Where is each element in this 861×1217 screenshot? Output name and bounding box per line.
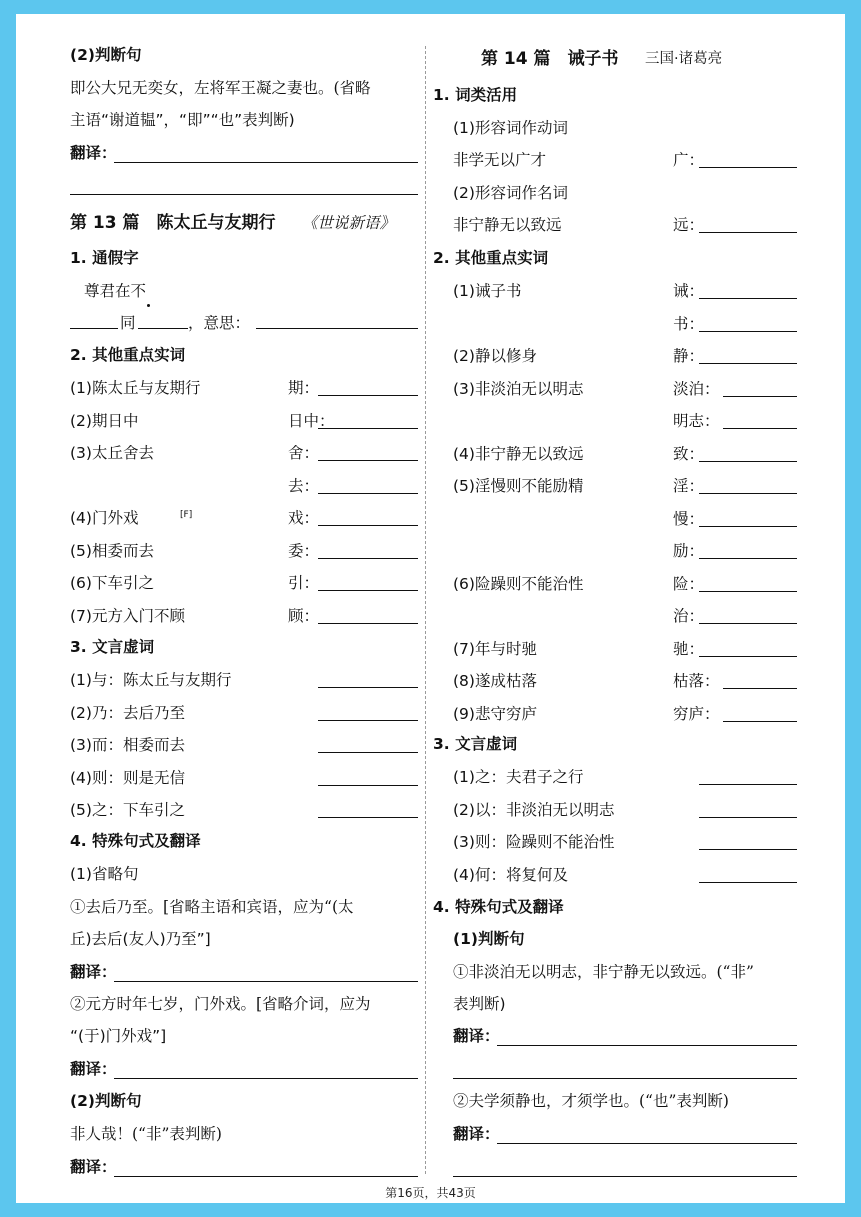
xuci-row (70, 730, 418, 760)
shici-word: 戏： (288, 509, 320, 527)
article-source: 《世说新语》 (302, 214, 396, 232)
sub-heading: (1)省略句 (70, 865, 139, 883)
shici-word: 去： (288, 476, 320, 495)
answer-blank[interactable] (318, 817, 418, 818)
shici-phrase: (7)元方入门不顾 (70, 606, 185, 625)
shici-row (433, 374, 803, 404)
shici-word: 穷庐： (673, 704, 720, 723)
shici-word: 驰： (673, 639, 705, 658)
shici-word: 期： (288, 379, 320, 397)
shici-phrase: (3)非淡泊无以明志 (453, 379, 584, 398)
answer-blank[interactable] (318, 493, 418, 494)
shici-row (433, 666, 803, 696)
section-heading: 3. 文言虚词 (70, 638, 155, 656)
translation-blank[interactable] (114, 162, 418, 163)
shici-word: 治： (673, 607, 705, 625)
shici-row (433, 341, 803, 371)
answer-blank[interactable] (699, 849, 797, 850)
xuci-text: (4)何：将复何及 (453, 865, 568, 884)
page-number: 第16页，共43页 (385, 1186, 476, 1200)
answer-blank[interactable] (70, 328, 118, 329)
answer-blank[interactable] (699, 784, 797, 785)
answer-blank[interactable] (699, 363, 797, 364)
xuci-row (70, 698, 418, 728)
shici-row (70, 536, 418, 566)
shici-phrase: (1)诫子书 (453, 282, 522, 300)
shici-row (433, 504, 803, 534)
answer-blank[interactable] (318, 752, 418, 753)
answer-blank[interactable] (699, 331, 797, 332)
answer-blank[interactable] (699, 167, 797, 168)
xuci-text: (3)则：险躁则不能治性 (453, 833, 615, 851)
shici-row (433, 406, 803, 436)
section-heading: 1. 词类活用 (433, 86, 518, 104)
translation-blank[interactable] (453, 1176, 797, 1177)
xuci-text: (2)以：非淡泊无以明志 (453, 800, 615, 819)
answer-blank[interactable] (699, 493, 797, 494)
huoyong-kind: (2)形容词作名词 (453, 184, 568, 202)
huoyong-phrase: 非学无以广才 (453, 151, 547, 169)
example-sentence: ②元方时年七岁，门外戏。[省略介词，应为 (70, 995, 371, 1013)
article-author: 三国·诸葛亮 (645, 51, 723, 67)
tongjia-answer (70, 308, 418, 338)
shici-row (70, 373, 418, 403)
answer-blank[interactable] (318, 687, 418, 688)
answer-blank[interactable] (699, 558, 797, 559)
section-heading: 1. 通假字 (70, 249, 139, 267)
answer-blank[interactable] (699, 298, 797, 299)
example-note: “(于)门外戏”] (70, 1027, 167, 1045)
translation-blank[interactable] (114, 981, 418, 982)
xuci-row (433, 762, 803, 792)
shici-row (70, 503, 418, 533)
huoyong-row (433, 210, 803, 240)
shici-phrase: (5)淫慢则不能励精 (453, 477, 584, 495)
shici-word: 慢： (673, 509, 705, 528)
shici-word: 励： (673, 542, 705, 560)
translation-label: 翻译： (70, 1158, 117, 1176)
xuci-text: (5)之：下车引之 (70, 801, 185, 819)
example-note: 主语“谢道韫”，“即”“也”表判断) (70, 111, 295, 129)
answer-blank[interactable] (256, 328, 418, 329)
shici-row (433, 439, 803, 469)
answer-blank[interactable] (318, 623, 418, 624)
answer-blank[interactable] (699, 232, 797, 233)
shici-row (70, 601, 418, 631)
shici-word: 静： (673, 347, 705, 365)
shici-phrase: (9)悲守穷庐 (453, 704, 537, 723)
article-13-header (70, 206, 418, 240)
xuci-text: (3)而：相委而去 (70, 736, 185, 754)
shici-row (70, 438, 418, 468)
translation-label: 翻译： (70, 144, 117, 162)
answer-blank[interactable] (318, 590, 418, 591)
shici-row (433, 471, 803, 501)
xuci-row (70, 763, 418, 793)
shici-word: 委： (288, 541, 320, 560)
section-heading: 4. 特殊句式及翻译 (70, 832, 201, 850)
shici-word: 致： (673, 444, 705, 463)
answer-blank[interactable] (138, 328, 188, 329)
answer-blank[interactable] (699, 461, 797, 462)
article-title: 第 13 篇 陈太丘与友期行 (70, 213, 276, 233)
example-note: 表判断) (453, 995, 506, 1013)
article-14-header (433, 42, 803, 76)
example-sentence: 非人哉！(“非”表判断) (70, 1125, 222, 1143)
answer-blank[interactable] (699, 882, 797, 883)
translation-blank[interactable] (114, 1176, 418, 1177)
answer-blank[interactable] (699, 623, 797, 624)
shici-word: 日中： (288, 411, 335, 430)
sub-heading: (2)判断句 (70, 1092, 142, 1110)
translation-blank[interactable] (114, 1078, 418, 1079)
shici-word: 引： (288, 574, 320, 592)
answer-blank[interactable] (699, 656, 797, 657)
worksheet-page (16, 14, 845, 1203)
answer-blank[interactable] (318, 720, 418, 721)
answer-blank[interactable] (723, 428, 797, 429)
answer-blank[interactable] (699, 817, 797, 818)
shici-word: 舍： (288, 444, 320, 462)
shici-word: 顾： (288, 606, 320, 625)
shici-row (433, 536, 803, 566)
xuci-row (433, 795, 803, 825)
shici-row (70, 406, 418, 436)
shici-phrase: (4)门外戏 (70, 509, 139, 527)
answer-blank[interactable] (318, 785, 418, 786)
xuci-text: (1)之：夫君子之行 (453, 768, 584, 786)
xuci-text: (4)则：则是无信 (70, 768, 185, 787)
translation-blank[interactable] (70, 194, 418, 195)
section-heading: 4. 特殊句式及翻译 (433, 898, 564, 916)
shici-word: 书： (673, 314, 705, 333)
shici-phrase: (2)静以修身 (453, 347, 537, 365)
shici-phrase: (6)险躁则不能治性 (453, 574, 584, 593)
tongjia-text: 尊君在不 (84, 282, 147, 300)
xuci-text: (2)乃：去后乃至 (70, 703, 185, 722)
huoyong-word: 远： (673, 216, 705, 234)
translation-label: 翻译： (70, 963, 117, 981)
shici-phrase: (2)期日中 (70, 411, 139, 430)
shici-phrase: (4)非宁静无以致远 (453, 444, 584, 463)
tongjia-same: 同 (120, 314, 136, 332)
shici-phrase: (3)太丘舍去 (70, 444, 154, 462)
answer-blank[interactable] (318, 428, 418, 429)
answer-blank[interactable] (699, 526, 797, 527)
shici-row (433, 276, 803, 306)
huoyong-kind: (1)形容词作动词 (453, 119, 568, 137)
shici-word: 枯落： (673, 672, 720, 690)
answer-blank[interactable] (723, 688, 797, 689)
huoyong-phrase: 非宁静无以致远 (453, 216, 562, 234)
section-heading: 2. 其他重点实词 (70, 346, 186, 364)
shici-row (70, 471, 418, 501)
translation-blank[interactable] (497, 1045, 797, 1046)
shici-row (70, 568, 418, 598)
shici-row (433, 309, 803, 339)
shici-phrase: (8)遂成枯落 (453, 672, 537, 690)
shici-word: 淡泊： (673, 379, 720, 398)
column-divider (425, 46, 426, 1174)
tongjia-meaning-label: ，意思： (188, 314, 251, 332)
xuci-row (70, 665, 418, 695)
section-heading: 2. 其他重点实词 (433, 249, 549, 267)
answer-blank[interactable] (723, 721, 797, 722)
shici-word: 淫： (673, 477, 705, 495)
sub-heading: (1)判断句 (453, 930, 525, 948)
section-heading: 3. 文言虚词 (433, 735, 518, 753)
answer-blank[interactable] (318, 558, 418, 559)
xuci-row (433, 860, 803, 890)
example-sentence: ①非淡泊无以明志，非宁静无以致远。(“非” (453, 963, 754, 981)
translation-blank[interactable] (453, 1078, 797, 1079)
shici-phrase: (1)陈太丘与友期行 (70, 379, 201, 397)
example-note: 丘)去后(友人)乃至”] (70, 930, 211, 948)
footnote-mark-text: [F] (180, 510, 193, 520)
translation-label: 翻译： (453, 1125, 500, 1143)
answer-blank[interactable] (318, 525, 418, 526)
shici-phrase: (5)相委而去 (70, 541, 154, 560)
shici-row (433, 634, 803, 664)
shici-row (433, 601, 803, 631)
translation-label: 翻译： (70, 1060, 117, 1078)
example-sentence: 即公大兄无奕女，左将军王凝之妻也。(省略 (70, 79, 371, 97)
shici-row (433, 699, 803, 729)
example-sentence: ①去后乃至。[省略主语和宾语，应为“(太 (70, 898, 354, 916)
xuci-text: (1)与：陈太丘与友期行 (70, 671, 232, 689)
shici-word: 诫： (673, 282, 705, 300)
answer-blank[interactable] (318, 460, 418, 461)
answer-blank[interactable] (723, 396, 797, 397)
huoyong-row (433, 145, 803, 175)
shici-word: 明志： (673, 412, 720, 430)
translation-label: 翻译： (453, 1027, 500, 1045)
xuci-row (70, 795, 418, 825)
shici-phrase: (7)年与时驰 (453, 639, 537, 658)
emphasis-dot (147, 304, 150, 307)
huoyong-word: 广： (673, 151, 705, 169)
shici-row (433, 569, 803, 599)
xuci-row (433, 827, 803, 857)
article-title: 第 14 篇 诫子书 (481, 49, 619, 69)
translation-blank[interactable] (497, 1143, 797, 1144)
example-sentence: ②夫学须静也，才须学也。(“也”表判断) (453, 1092, 729, 1110)
footnote-mark (180, 500, 200, 530)
shici-phrase: (6)下车引之 (70, 574, 154, 592)
shici-word: 险： (673, 574, 705, 593)
answer-blank[interactable] (699, 591, 797, 592)
judgment-heading: (2)判断句 (70, 46, 142, 64)
answer-blank[interactable] (318, 395, 418, 396)
